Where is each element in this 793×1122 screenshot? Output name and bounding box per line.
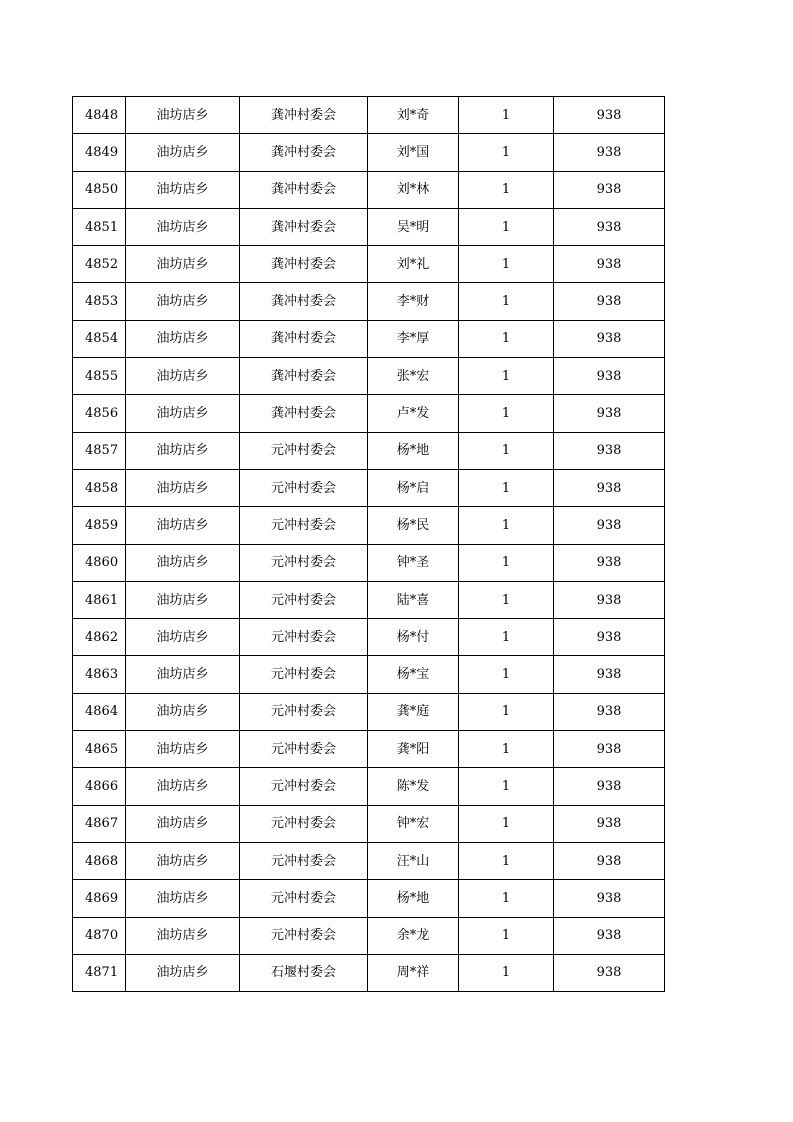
cell-count: 1 [459,358,554,395]
cell-amount: 938 [554,544,665,581]
cell-person-name: 刘*林 [368,171,459,208]
table-row [73,246,665,283]
cell-serial-number: 4861 [73,581,126,618]
cell-serial-number: 4850 [73,171,126,208]
cell-amount: 938 [554,768,665,805]
table-row [73,581,665,618]
cell-serial-number: 4862 [73,619,126,656]
cell-person-name: 杨*民 [368,507,459,544]
cell-village-committee: 龚冲村委会 [240,358,368,395]
cell-serial-number: 4855 [73,358,126,395]
table-row [73,208,665,245]
cell-village-committee: 石堰村委会 [240,954,368,991]
cell-serial-number: 4864 [73,693,126,730]
cell-count: 1 [459,954,554,991]
cell-person-name: 杨*启 [368,469,459,506]
table-row [73,731,665,768]
cell-village-committee: 元冲村委会 [240,842,368,879]
table-row [73,171,665,208]
cell-township: 油坊店乡 [126,395,240,432]
table-row [73,805,665,842]
cell-serial-number: 4863 [73,656,126,693]
cell-person-name: 杨*宝 [368,656,459,693]
cell-amount: 938 [554,731,665,768]
cell-village-committee: 龚冲村委会 [240,395,368,432]
cell-township: 油坊店乡 [126,208,240,245]
cell-count: 1 [459,208,554,245]
table-row [73,619,665,656]
cell-count: 1 [459,395,554,432]
cell-amount: 938 [554,432,665,469]
table-row [73,954,665,991]
cell-amount: 938 [554,97,665,134]
cell-person-name: 周*祥 [368,954,459,991]
cell-township: 油坊店乡 [126,283,240,320]
cell-person-name: 卢*发 [368,395,459,432]
table-row [73,917,665,954]
cell-count: 1 [459,246,554,283]
cell-person-name: 陈*发 [368,768,459,805]
cell-amount: 938 [554,805,665,842]
cell-amount: 938 [554,283,665,320]
table-row [73,656,665,693]
cell-person-name: 李*财 [368,283,459,320]
cell-township: 油坊店乡 [126,768,240,805]
table-row [73,395,665,432]
cell-township: 油坊店乡 [126,917,240,954]
cell-serial-number: 4869 [73,880,126,917]
cell-serial-number: 4868 [73,842,126,879]
cell-village-committee: 元冲村委会 [240,805,368,842]
cell-township: 油坊店乡 [126,581,240,618]
cell-serial-number: 4865 [73,731,126,768]
cell-serial-number: 4854 [73,320,126,357]
cell-person-name: 杨*付 [368,619,459,656]
cell-village-committee: 元冲村委会 [240,768,368,805]
cell-amount: 938 [554,320,665,357]
cell-count: 1 [459,917,554,954]
table-row [73,507,665,544]
cell-person-name: 杨*地 [368,880,459,917]
cell-village-committee: 元冲村委会 [240,880,368,917]
cell-person-name: 张*宏 [368,358,459,395]
cell-township: 油坊店乡 [126,358,240,395]
cell-person-name: 刘*国 [368,134,459,171]
cell-village-committee: 元冲村委会 [240,581,368,618]
cell-person-name: 余*龙 [368,917,459,954]
cell-village-committee: 元冲村委会 [240,544,368,581]
table-row [73,544,665,581]
cell-amount: 938 [554,842,665,879]
cell-amount: 938 [554,469,665,506]
cell-village-committee: 元冲村委会 [240,656,368,693]
table-row [73,320,665,357]
cell-village-committee: 元冲村委会 [240,507,368,544]
cell-village-committee: 元冲村委会 [240,432,368,469]
cell-person-name: 龚*庭 [368,693,459,730]
cell-serial-number: 4849 [73,134,126,171]
cell-person-name: 汪*山 [368,842,459,879]
table-row [73,358,665,395]
cell-township: 油坊店乡 [126,693,240,730]
cell-village-committee: 龚冲村委会 [240,320,368,357]
cell-count: 1 [459,544,554,581]
cell-village-committee: 元冲村委会 [240,469,368,506]
cell-count: 1 [459,805,554,842]
cell-amount: 938 [554,880,665,917]
cell-serial-number: 4852 [73,246,126,283]
cell-township: 油坊店乡 [126,954,240,991]
cell-count: 1 [459,320,554,357]
cell-township: 油坊店乡 [126,619,240,656]
cell-township: 油坊店乡 [126,656,240,693]
cell-township: 油坊店乡 [126,134,240,171]
cell-township: 油坊店乡 [126,544,240,581]
cell-count: 1 [459,731,554,768]
cell-amount: 938 [554,619,665,656]
cell-village-committee: 元冲村委会 [240,693,368,730]
cell-serial-number: 4870 [73,917,126,954]
cell-serial-number: 4857 [73,432,126,469]
cell-township: 油坊店乡 [126,880,240,917]
cell-amount: 938 [554,246,665,283]
cell-village-committee: 龚冲村委会 [240,171,368,208]
cell-count: 1 [459,842,554,879]
cell-village-committee: 龚冲村委会 [240,246,368,283]
cell-amount: 938 [554,581,665,618]
cell-count: 1 [459,581,554,618]
cell-township: 油坊店乡 [126,320,240,357]
cell-person-name: 刘*礼 [368,246,459,283]
cell-amount: 938 [554,171,665,208]
table-row [73,134,665,171]
cell-serial-number: 4848 [73,97,126,134]
table-row [73,693,665,730]
cell-count: 1 [459,134,554,171]
cell-person-name: 杨*地 [368,432,459,469]
cell-amount: 938 [554,507,665,544]
cell-serial-number: 4859 [73,507,126,544]
cell-person-name: 钟*圣 [368,544,459,581]
table-row [73,97,665,134]
cell-township: 油坊店乡 [126,97,240,134]
cell-township: 油坊店乡 [126,246,240,283]
cell-village-committee: 龚冲村委会 [240,97,368,134]
cell-village-committee: 龚冲村委会 [240,134,368,171]
cell-village-committee: 元冲村委会 [240,917,368,954]
cell-serial-number: 4860 [73,544,126,581]
cell-amount: 938 [554,693,665,730]
cell-township: 油坊店乡 [126,507,240,544]
cell-count: 1 [459,97,554,134]
roster-table [72,96,665,992]
cell-count: 1 [459,432,554,469]
cell-serial-number: 4851 [73,208,126,245]
cell-serial-number: 4866 [73,768,126,805]
cell-amount: 938 [554,954,665,991]
cell-count: 1 [459,469,554,506]
cell-township: 油坊店乡 [126,469,240,506]
cell-township: 油坊店乡 [126,731,240,768]
cell-village-committee: 龚冲村委会 [240,208,368,245]
cell-amount: 938 [554,395,665,432]
cell-amount: 938 [554,656,665,693]
cell-township: 油坊店乡 [126,432,240,469]
cell-township: 油坊店乡 [126,171,240,208]
cell-person-name: 龚*阳 [368,731,459,768]
cell-count: 1 [459,283,554,320]
cell-person-name: 吴*明 [368,208,459,245]
cell-count: 1 [459,171,554,208]
cell-person-name: 钟*宏 [368,805,459,842]
cell-serial-number: 4853 [73,283,126,320]
cell-amount: 938 [554,134,665,171]
cell-township: 油坊店乡 [126,842,240,879]
cell-village-committee: 龚冲村委会 [240,283,368,320]
cell-village-committee: 元冲村委会 [240,619,368,656]
table-row [73,283,665,320]
cell-count: 1 [459,880,554,917]
cell-serial-number: 4856 [73,395,126,432]
cell-count: 1 [459,507,554,544]
table-row [73,432,665,469]
table-row [73,768,665,805]
table-row [73,469,665,506]
cell-serial-number: 4858 [73,469,126,506]
cell-person-name: 陆*喜 [368,581,459,618]
table-row [73,880,665,917]
cell-serial-number: 4871 [73,954,126,991]
cell-count: 1 [459,619,554,656]
cell-township: 油坊店乡 [126,805,240,842]
cell-count: 1 [459,656,554,693]
table-row [73,842,665,879]
cell-serial-number: 4867 [73,805,126,842]
cell-count: 1 [459,693,554,730]
cell-person-name: 李*厚 [368,320,459,357]
cell-count: 1 [459,768,554,805]
cell-amount: 938 [554,917,665,954]
cell-village-committee: 元冲村委会 [240,731,368,768]
roster-body [73,97,665,992]
cell-person-name: 刘*奇 [368,97,459,134]
cell-amount: 938 [554,208,665,245]
cell-amount: 938 [554,358,665,395]
